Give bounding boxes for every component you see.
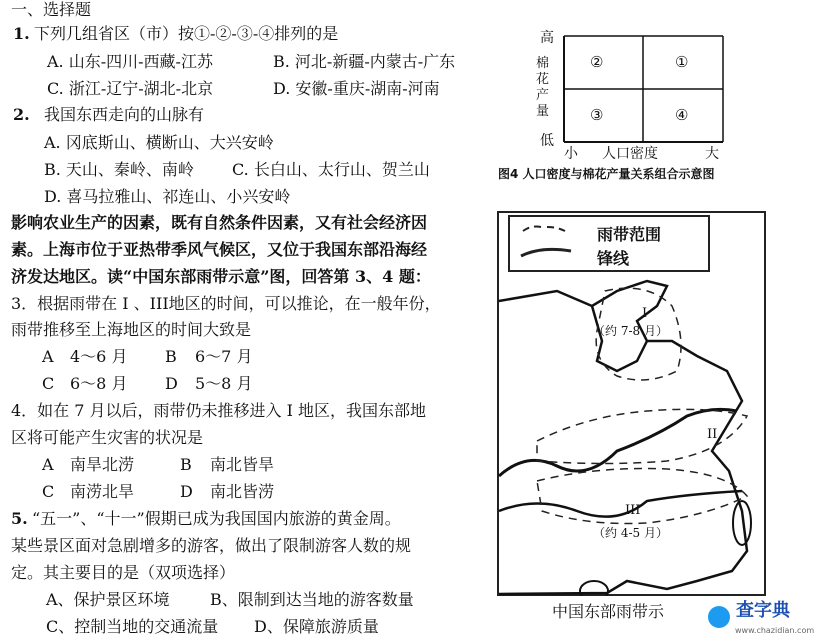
watermark-logo-icon — [708, 606, 730, 628]
q5-option-a: A、保护景区环境 — [46, 590, 170, 609]
q5-line-2: 某些景区面对急剧增多的游客，做出了限制游客人数的规 — [11, 536, 412, 555]
region-2-label: II — [707, 427, 718, 442]
q5-option-c: C、控制当地的交通流量 — [46, 617, 219, 636]
q3-option-d-label: D — [165, 374, 178, 393]
figure4 — [500, 18, 800, 188]
watermark-url: www.chazidian.com — [735, 626, 815, 635]
intro-line-1: 影响农业生产的因素，既有自然条件因素，又有社会经济因 — [11, 213, 428, 232]
fig4-quadrant-3: ③ — [590, 106, 604, 124]
legend-front-label: 锋线 — [597, 249, 630, 268]
q1-option-c: C. 浙江-辽宁-湖北-北京 — [47, 79, 214, 98]
legend-rain-label: 雨带范围 — [597, 225, 662, 244]
q4-option-a: 南旱北涝 — [70, 455, 135, 474]
legend-front-symbol — [521, 249, 571, 256]
fig4-y-label: 棉花产量 — [536, 56, 550, 119]
q3-line-2: 雨带推移至上海地区的时间大致是 — [11, 320, 252, 339]
q5-option-d: D、保障旅游质量 — [254, 617, 379, 636]
q2-option-d: D. 喜马拉雅山、祁连山、小兴安岭 — [44, 187, 291, 206]
region-3-time: （约 4-5 月） — [593, 526, 668, 540]
q4-line-1: 4．如在 7 月以后，雨带仍未推移进入 I 地区，我国东部地 — [11, 401, 427, 420]
fig4-y-high: 高 — [540, 30, 554, 46]
q2-option-b: B. 天山、秦岭、南岭 — [44, 160, 194, 179]
q5-line-1: “五一”、“十一”假期已成为我国国内旅游的黄金周。 — [32, 509, 401, 528]
region-1-label: I — [642, 306, 648, 321]
fig4-quadrant-4: ④ — [675, 106, 689, 124]
q3-option-a-label: A — [42, 347, 54, 366]
rain-map-content — [497, 211, 766, 596]
rain-map-caption: 中国东部雨带示 — [552, 602, 665, 621]
q4-option-a-label: A — [42, 455, 54, 474]
q3-option-b: 6～7 月 — [195, 347, 253, 366]
q5-option-b: B、限制到达当地的游客数量 — [210, 590, 414, 609]
q4-line-2: 区将可能产生灾害的状况是 — [11, 428, 204, 447]
q1-number: 1. — [13, 24, 30, 43]
q4-option-b-label: B — [180, 455, 192, 474]
q1-stem: 下列几组省区（市）按①-②-③-④排列的是 — [34, 24, 339, 43]
q3-option-a: 4～6 月 — [70, 347, 128, 366]
q4-option-d-label: D — [180, 482, 193, 501]
rain-belt-3 — [537, 469, 747, 524]
q3-option-c-label: C — [42, 374, 55, 393]
q2-number: 2. — [13, 105, 30, 124]
q4-option-c: 南涝北旱 — [70, 482, 135, 501]
q1-option-a: A. 山东-四川-西藏-江苏 — [47, 52, 213, 71]
watermark-title: 查字典 — [736, 600, 790, 621]
region-3-label: III — [625, 503, 641, 518]
yellow-river — [499, 409, 737, 476]
q3-option-d: 5～8 月 — [195, 374, 253, 393]
q2-option-c: C. 长白山、太行山、贺兰山 — [232, 160, 430, 179]
fig4-caption: 图4 人口密度与棉花产量关系组合示意图 — [498, 167, 715, 181]
fig4-x-label: 人口密度 — [602, 146, 658, 162]
fig4-x-high: 大 — [705, 146, 719, 162]
q1-option-b: B. 河北-新疆-内蒙古-广东 — [273, 52, 456, 71]
intro-line-3: 济发达地区。读“中国东部雨带示意”图，回答第 3、4 题： — [11, 267, 431, 286]
q5-line-3: 定。其主要目的是（双项选择） — [11, 563, 236, 582]
q4-option-b: 南北皆旱 — [210, 455, 275, 474]
fig4-quadrant-2: ② — [590, 53, 604, 71]
yangtze-river — [499, 491, 742, 517]
region-1-time: （约 7-8 月） — [593, 324, 668, 338]
q4-option-d: 南北皆涝 — [210, 482, 275, 501]
fig4-x-low: 小 — [564, 146, 578, 162]
section-title: 一、选择题 — [11, 0, 92, 19]
q3-line-1: 3．根据雨带在 I 、III地区的时间，可以推论，在一般年份， — [11, 294, 441, 313]
q4-option-c-label: C — [42, 482, 55, 501]
q1-option-d: D. 安徽-重庆-湖南-河南 — [273, 79, 440, 98]
q5-number: 5. — [11, 509, 28, 528]
fig4-quadrant-1: ① — [675, 53, 689, 71]
fig4-y-low: 低 — [540, 133, 554, 149]
legend-rain-symbol — [523, 227, 565, 232]
q2-option-a: A. 冈底斯山、横断山、大兴安岭 — [44, 133, 274, 152]
intro-line-2: 素。上海市位于亚热带季风气候区，又位于我国东部沿海经 — [11, 240, 428, 259]
q3-option-b-label: B — [165, 347, 177, 366]
q2-stem: 我国东西走向的山脉有 — [44, 105, 205, 124]
q3-option-c: 6～8 月 — [70, 374, 128, 393]
